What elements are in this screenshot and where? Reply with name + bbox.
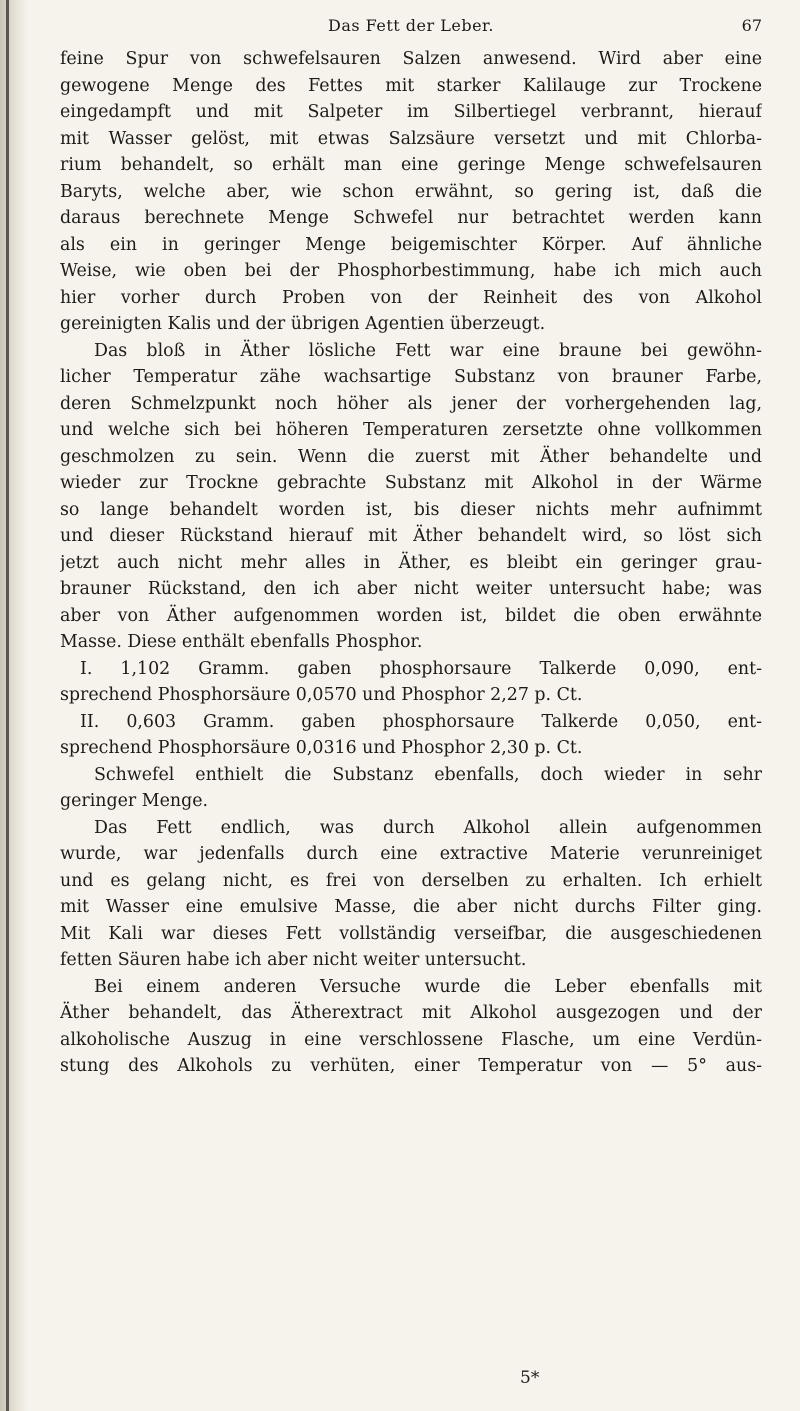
text-line: brauner Rückstand, den ich aber nicht weiter untersucht habe; was [60, 579, 762, 599]
text-line: fetten Säuren habe ich aber nicht weiter untersucht. [60, 950, 527, 970]
page-header [60, 14, 762, 40]
text-line: gewogene Menge des Fettes mit starker Kalilauge zur Trockene [60, 75, 762, 96]
text-line: wurde, war jedenfalls durch eine extractive Materie verunreiniget [60, 844, 762, 864]
text-line: daraus berechnete Menge Schwefel nur betrachtet werden kann [60, 208, 762, 228]
text-line: mit Wasser eine emulsive Masse, die aber nicht durchs Filter ging. [60, 897, 762, 917]
text-line: rium behandelt, so erhält man eine geringe Menge schwefelsauren [60, 155, 762, 175]
text-line: Baryts, welche aber, wie schon erwähnt, so gering ist, daß die [60, 181, 762, 202]
page-number: 67 [741, 16, 762, 35]
measurement-line: II. 0,603 Gramm. gaben phosphorsaure Talkerde 0,050, ent- [80, 711, 762, 732]
text-line: licher Temperatur zähe wachsartige Substanz von brauner Farbe, [60, 367, 762, 387]
text-line: feine Spur von schwefelsauren Salzen anwesend. Wird aber eine [60, 49, 762, 69]
book-binding-shadow [0, 0, 28, 1411]
text-line: alkoholische Auszug in eine verschlossene Flasche, um eine Verdün- [60, 1029, 762, 1050]
running-title: Das Fett der Leber. [327, 16, 495, 35]
text-line: deren Schmelzpunkt noch höher als jener der vorhergehenden lag, [60, 393, 762, 414]
text-line: eingedampft und mit Salpeter im Silbertiegel verbrannt, hierauf [60, 102, 762, 122]
text-line: Mit Kali war dieses Fett vollständig verseifbar, die ausgeschiedenen [60, 923, 762, 944]
measurement-line: I. 1,102 Gramm. gaben phosphorsaure Talkerde 0,090, ent- [80, 658, 762, 679]
paragraph-start-line: Das Fett endlich, was durch Alkohol allein aufgenommen [94, 817, 762, 838]
text-line: Äther behandelt, das Ätherextract mit Alkohol ausgezogen und der [60, 1003, 762, 1023]
text-line: stung des Alkohols zu verhüten, einer Temperatur von — 5° aus- [60, 1056, 762, 1076]
page-body [60, 46, 762, 1080]
text-line: gereinigten Kalis und der übrigen Agentien überzeugt. [60, 314, 546, 334]
text-line: und es gelang nicht, es frei von derselben zu erhalten. Ich erhielt [60, 870, 762, 891]
text-line: als ein in geringer Menge beigemischter Körper. Auf ähnliche [60, 234, 762, 255]
text-line: geringer Menge. [60, 791, 209, 811]
measurement-line: sprechend Phosphorsäure 0,0316 und Phosphor 2,30 p. Ct. [60, 738, 583, 758]
text-line: hier vorher durch Proben von der Reinheit des von Alkohol [60, 287, 762, 308]
signature-mark: 5* [520, 1368, 540, 1388]
text-line: wieder zur Trockne gebrachte Substanz mit Alkohol in der Wärme [60, 473, 762, 493]
text-line: so lange behandelt worden ist, bis dieser nichts mehr aufnimmt [60, 499, 762, 520]
paragraph-start-line: Schwefel enthielt die Substanz ebenfalls, doch wieder in sehr [94, 764, 762, 785]
text-line: Masse. Diese enthält ebenfalls Phosphor. [60, 632, 423, 652]
paragraph-start-line: Bei einem anderen Versuche wurde die Leber ebenfalls mit [94, 976, 762, 997]
text-line: mit Wasser gelöst, mit etwas Salzsäure versetzt und mit Chlorba- [60, 128, 762, 149]
measurement-line: sprechend Phosphorsäure 0,0570 und Phosphor 2,27 p. Ct. [60, 685, 583, 705]
text-line: jetzt auch nicht mehr alles in Äther, es bleibt ein geringer grau- [60, 552, 762, 573]
text-line: geschmolzen zu sein. Wenn die zuerst mit Äther behandelte und [60, 446, 762, 467]
text-line: und welche sich bei höheren Temperaturen zersetzte ohne vollkommen [60, 420, 762, 440]
book-gutter-line [6, 0, 9, 1411]
text-line: Weise, wie oben bei der Phosphorbestimmung, habe ich mich auch [60, 261, 762, 281]
paragraph-start-line: Das bloß in Äther lösliche Fett war eine braune bei gewöhn- [94, 340, 762, 361]
text-line: aber von Äther aufgenommen worden ist, bildet die oben erwähnte [60, 605, 762, 626]
text-line: und dieser Rückstand hierauf mit Äther behandelt wird, so löst sich [60, 526, 762, 546]
